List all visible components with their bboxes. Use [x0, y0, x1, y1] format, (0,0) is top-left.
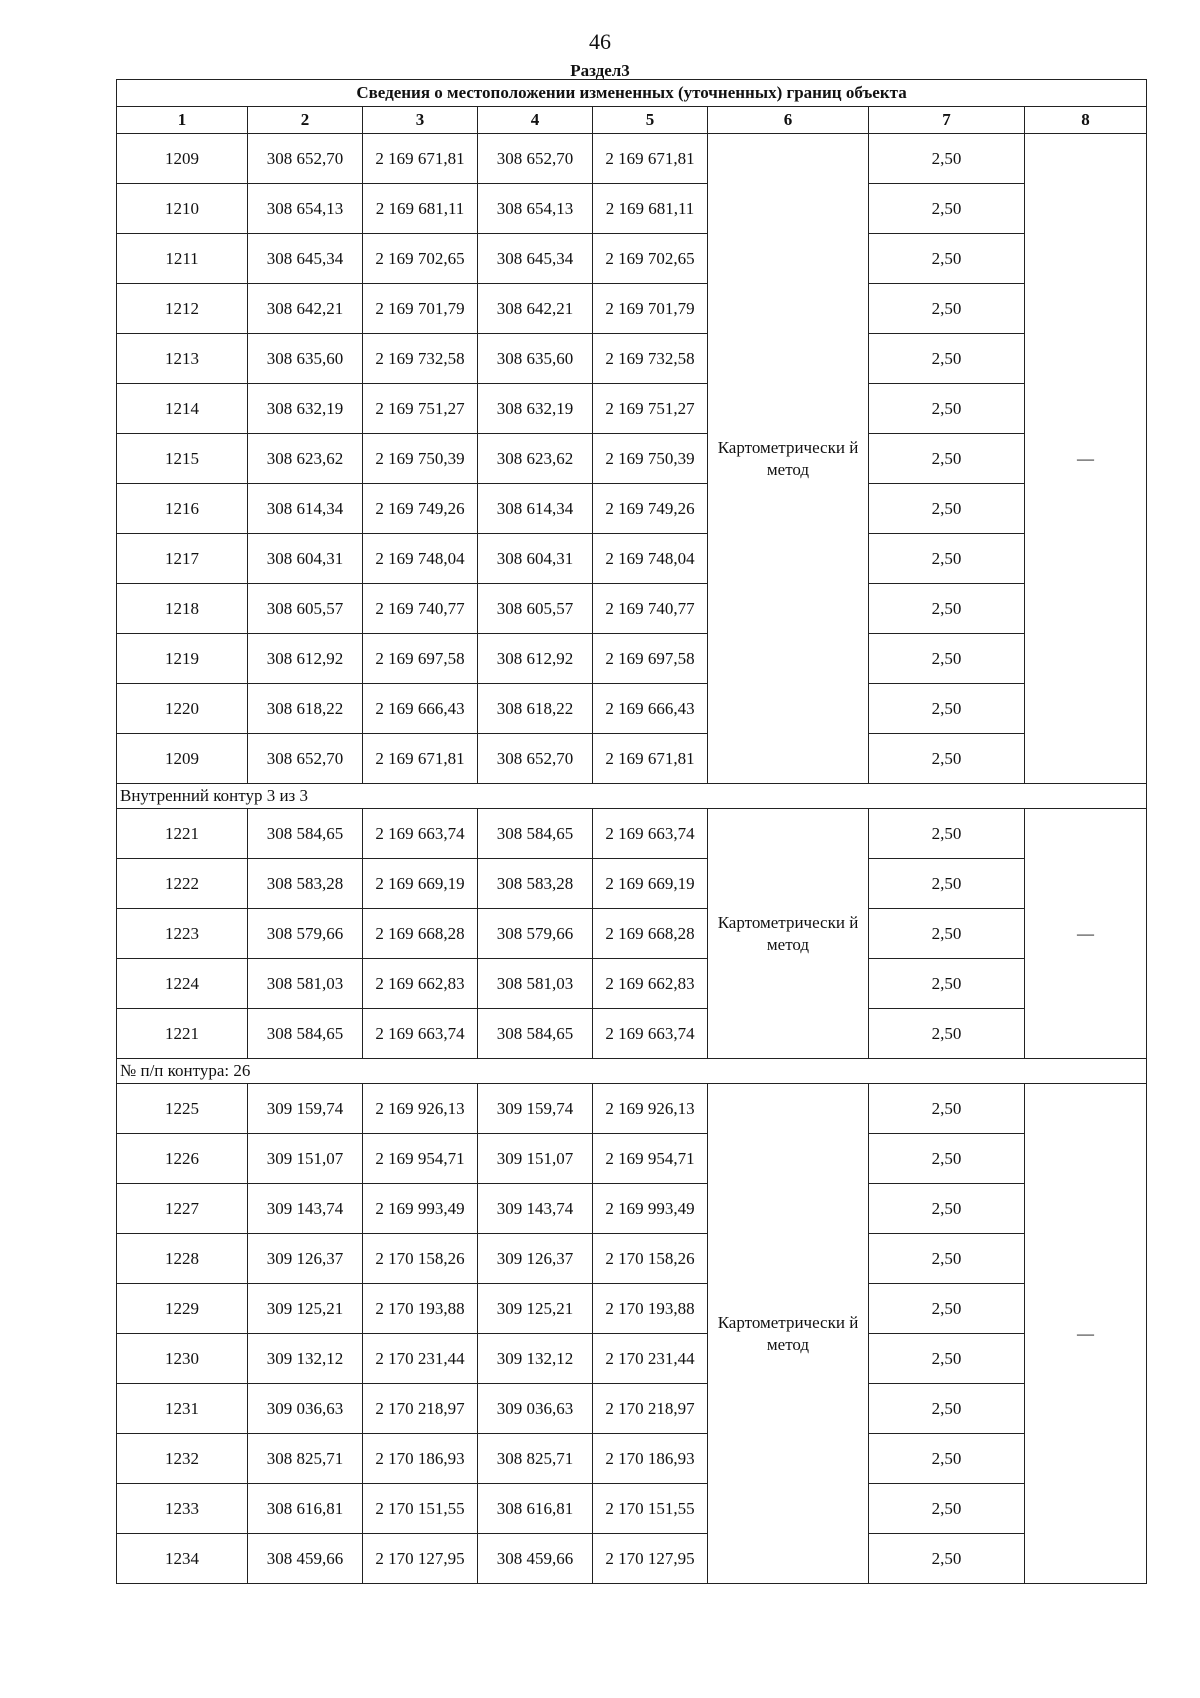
x-new-cell: 308 632,19	[478, 384, 593, 434]
table-row	[117, 1334, 1147, 1384]
x-existing-cell: 308 612,92	[248, 634, 363, 684]
table-row	[117, 1084, 1147, 1134]
column-number-header: 8	[1025, 107, 1147, 134]
x-new-cell: 308 616,81	[478, 1484, 593, 1534]
x-new-cell: 309 151,07	[478, 1134, 593, 1184]
table-row	[117, 1009, 1147, 1059]
y-new-cell: 2 169 663,74	[593, 1009, 708, 1059]
y-existing-cell: 2 169 702,65	[363, 234, 478, 284]
precision-cell: 2,50	[869, 1484, 1025, 1534]
table-row	[117, 284, 1147, 334]
point-number-cell: 1229	[117, 1284, 248, 1334]
x-existing-cell: 308 584,65	[248, 1009, 363, 1059]
x-new-cell: 309 132,12	[478, 1334, 593, 1384]
precision-cell: 2,50	[869, 384, 1025, 434]
section-title: Раздел3	[570, 61, 630, 80]
y-new-cell: 2 169 668,28	[593, 909, 708, 959]
y-existing-cell: 2 170 231,44	[363, 1334, 478, 1384]
point-number-cell: 1222	[117, 859, 248, 909]
precision-cell: 2,50	[869, 634, 1025, 684]
x-existing-cell: 308 654,13	[248, 184, 363, 234]
y-existing-cell: 2 169 749,26	[363, 484, 478, 534]
y-new-cell: 2 169 748,04	[593, 534, 708, 584]
y-existing-cell: 2 169 666,43	[363, 684, 478, 734]
y-new-cell: 2 169 702,65	[593, 234, 708, 284]
table-row	[117, 809, 1147, 859]
x-new-cell: 308 581,03	[478, 959, 593, 1009]
precision-cell: 2,50	[869, 809, 1025, 859]
precision-cell: 2,50	[869, 434, 1025, 484]
y-new-cell: 2 169 671,81	[593, 134, 708, 184]
y-existing-cell: 2 170 127,95	[363, 1534, 478, 1584]
y-existing-cell: 2 169 750,39	[363, 434, 478, 484]
x-new-cell: 309 143,74	[478, 1184, 593, 1234]
y-existing-cell: 2 169 748,04	[363, 534, 478, 584]
point-number-cell: 1226	[117, 1134, 248, 1184]
point-number-cell: 1216	[117, 484, 248, 534]
y-new-cell: 2 170 186,93	[593, 1434, 708, 1484]
table-row	[117, 1384, 1147, 1434]
precision-cell: 2,50	[869, 684, 1025, 734]
x-new-cell: 309 159,74	[478, 1084, 593, 1134]
precision-cell: 2,50	[869, 1084, 1025, 1134]
precision-cell: 2,50	[869, 1234, 1025, 1284]
point-number-cell: 1210	[117, 184, 248, 234]
table-row	[117, 534, 1147, 584]
x-new-cell: 308 605,57	[478, 584, 593, 634]
precision-cell: 2,50	[869, 1134, 1025, 1184]
table-row	[117, 134, 1147, 184]
column-number-header: 3	[363, 107, 478, 134]
point-number-cell: 1219	[117, 634, 248, 684]
point-number-cell: 1220	[117, 684, 248, 734]
y-existing-cell: 2 170 218,97	[363, 1384, 478, 1434]
y-new-cell: 2 169 697,58	[593, 634, 708, 684]
x-existing-cell: 308 581,03	[248, 959, 363, 1009]
x-new-cell: 309 036,63	[478, 1384, 593, 1434]
method-cell: Картометрически й метод	[708, 809, 869, 1059]
point-number-cell: 1209	[117, 134, 248, 184]
x-new-cell: 308 459,66	[478, 1534, 593, 1584]
point-number-cell: 1218	[117, 584, 248, 634]
x-existing-cell: 308 614,34	[248, 484, 363, 534]
contour-label-row	[117, 784, 1147, 809]
point-number-cell: 1224	[117, 959, 248, 1009]
x-existing-cell: 308 604,31	[248, 534, 363, 584]
table-caption: Сведения о местоположении измененных (уточненных) границ объекта	[117, 80, 1147, 107]
note-cell: —	[1025, 1084, 1147, 1584]
precision-cell: 2,50	[869, 284, 1025, 334]
x-new-cell: 308 604,31	[478, 534, 593, 584]
y-new-cell: 2 169 666,43	[593, 684, 708, 734]
x-existing-cell: 309 036,63	[248, 1384, 363, 1434]
y-existing-cell: 2 170 186,93	[363, 1434, 478, 1484]
y-existing-cell: 2 169 993,49	[363, 1184, 478, 1234]
precision-cell: 2,50	[869, 1384, 1025, 1434]
table-row	[117, 1184, 1147, 1234]
point-number-cell: 1233	[117, 1484, 248, 1534]
point-number-cell: 1209	[117, 734, 248, 784]
precision-cell: 2,50	[869, 1184, 1025, 1234]
x-new-cell: 308 614,34	[478, 484, 593, 534]
x-existing-cell: 308 618,22	[248, 684, 363, 734]
point-number-cell: 1221	[117, 809, 248, 859]
y-existing-cell: 2 169 662,83	[363, 959, 478, 1009]
x-existing-cell: 308 623,62	[248, 434, 363, 484]
x-existing-cell: 308 645,34	[248, 234, 363, 284]
table-row	[117, 1484, 1147, 1534]
contour-label-row	[117, 1059, 1147, 1084]
x-existing-cell: 308 584,65	[248, 809, 363, 859]
x-existing-cell: 308 652,70	[248, 734, 363, 784]
x-existing-cell: 308 635,60	[248, 334, 363, 384]
point-number-cell: 1214	[117, 384, 248, 434]
contour-label: Внутренний контур 3 из 3	[117, 784, 1147, 809]
x-new-cell: 308 623,62	[478, 434, 593, 484]
table-row	[117, 684, 1147, 734]
y-new-cell: 2 169 732,58	[593, 334, 708, 384]
x-new-cell: 308 652,70	[478, 134, 593, 184]
table-row	[117, 384, 1147, 434]
precision-cell: 2,50	[869, 1534, 1025, 1584]
point-number-cell: 1228	[117, 1234, 248, 1284]
table-row	[117, 859, 1147, 909]
precision-cell: 2,50	[869, 1434, 1025, 1484]
point-number-cell: 1213	[117, 334, 248, 384]
y-existing-cell: 2 170 193,88	[363, 1284, 478, 1334]
x-new-cell: 309 125,21	[478, 1284, 593, 1334]
precision-cell: 2,50	[869, 534, 1025, 584]
x-existing-cell: 308 579,66	[248, 909, 363, 959]
x-new-cell: 308 584,65	[478, 1009, 593, 1059]
y-new-cell: 2 170 158,26	[593, 1234, 708, 1284]
y-new-cell: 2 170 127,95	[593, 1534, 708, 1584]
column-number-header: 7	[869, 107, 1025, 134]
x-new-cell: 308 579,66	[478, 909, 593, 959]
point-number-cell: 1230	[117, 1334, 248, 1384]
y-new-cell: 2 169 740,77	[593, 584, 708, 634]
y-existing-cell: 2 169 751,27	[363, 384, 478, 434]
table-row	[117, 584, 1147, 634]
y-existing-cell: 2 169 671,81	[363, 134, 478, 184]
y-existing-cell: 2 169 926,13	[363, 1084, 478, 1134]
contour-label: № п/п контура: 26	[117, 1059, 1147, 1084]
point-number-cell: 1227	[117, 1184, 248, 1234]
y-existing-cell: 2 169 954,71	[363, 1134, 478, 1184]
y-existing-cell: 2 169 740,77	[363, 584, 478, 634]
table-row	[117, 1434, 1147, 1484]
y-new-cell: 2 169 681,11	[593, 184, 708, 234]
table-row	[117, 1284, 1147, 1334]
point-number-cell: 1223	[117, 909, 248, 959]
y-existing-cell: 2 169 663,74	[363, 1009, 478, 1059]
x-existing-cell: 309 126,37	[248, 1234, 363, 1284]
table-row	[117, 234, 1147, 284]
x-existing-cell: 309 132,12	[248, 1334, 363, 1384]
y-existing-cell: 2 169 668,28	[363, 909, 478, 959]
y-new-cell: 2 169 751,27	[593, 384, 708, 434]
point-number-cell: 1234	[117, 1534, 248, 1584]
table-row	[117, 1134, 1147, 1184]
y-existing-cell: 2 169 732,58	[363, 334, 478, 384]
x-new-cell: 308 825,71	[478, 1434, 593, 1484]
x-existing-cell: 308 605,57	[248, 584, 363, 634]
y-new-cell: 2 169 701,79	[593, 284, 708, 334]
x-existing-cell: 308 825,71	[248, 1434, 363, 1484]
x-new-cell: 308 584,65	[478, 809, 593, 859]
x-existing-cell: 308 642,21	[248, 284, 363, 334]
y-new-cell: 2 169 993,49	[593, 1184, 708, 1234]
x-existing-cell: 309 151,07	[248, 1134, 363, 1184]
x-existing-cell: 309 143,74	[248, 1184, 363, 1234]
table-row	[117, 1534, 1147, 1584]
y-new-cell: 2 169 662,83	[593, 959, 708, 1009]
precision-cell: 2,50	[869, 734, 1025, 784]
table-row	[117, 734, 1147, 784]
x-existing-cell: 308 616,81	[248, 1484, 363, 1534]
x-new-cell: 308 654,13	[478, 184, 593, 234]
x-new-cell: 308 645,34	[478, 234, 593, 284]
y-new-cell: 2 170 231,44	[593, 1334, 708, 1384]
column-number-header: 5	[593, 107, 708, 134]
y-new-cell: 2 169 926,13	[593, 1084, 708, 1134]
precision-cell: 2,50	[869, 134, 1025, 184]
precision-cell: 2,50	[869, 334, 1025, 384]
x-new-cell: 309 126,37	[478, 1234, 593, 1284]
table-row	[117, 184, 1147, 234]
precision-cell: 2,50	[869, 1284, 1025, 1334]
table-row	[117, 334, 1147, 384]
x-existing-cell: 309 125,21	[248, 1284, 363, 1334]
table-row	[117, 909, 1147, 959]
y-new-cell: 2 169 749,26	[593, 484, 708, 534]
point-number-cell: 1217	[117, 534, 248, 584]
column-number-header: 2	[248, 107, 363, 134]
x-existing-cell: 309 159,74	[248, 1084, 363, 1134]
y-existing-cell: 2 169 701,79	[363, 284, 478, 334]
y-new-cell: 2 169 954,71	[593, 1134, 708, 1184]
precision-cell: 2,50	[869, 859, 1025, 909]
x-new-cell: 308 635,60	[478, 334, 593, 384]
precision-cell: 2,50	[869, 184, 1025, 234]
x-new-cell: 308 652,70	[478, 734, 593, 784]
point-number-cell: 1212	[117, 284, 248, 334]
x-new-cell: 308 612,92	[478, 634, 593, 684]
y-new-cell: 2 169 750,39	[593, 434, 708, 484]
x-new-cell: 308 642,21	[478, 284, 593, 334]
table-row	[117, 634, 1147, 684]
y-new-cell: 2 169 669,19	[593, 859, 708, 909]
x-existing-cell: 308 652,70	[248, 134, 363, 184]
method-cell: Картометрически й метод	[708, 134, 869, 784]
y-new-cell: 2 169 663,74	[593, 809, 708, 859]
y-existing-cell: 2 169 697,58	[363, 634, 478, 684]
y-new-cell: 2 169 671,81	[593, 734, 708, 784]
y-existing-cell: 2 169 669,19	[363, 859, 478, 909]
precision-cell: 2,50	[869, 584, 1025, 634]
table-row	[117, 484, 1147, 534]
y-existing-cell: 2 170 158,26	[363, 1234, 478, 1284]
y-existing-cell: 2 170 151,55	[363, 1484, 478, 1534]
precision-cell: 2,50	[869, 1009, 1025, 1059]
column-number-header: 1	[117, 107, 248, 134]
column-number-header: 4	[478, 107, 593, 134]
point-number-cell: 1225	[117, 1084, 248, 1134]
point-number-cell: 1215	[117, 434, 248, 484]
table-body	[117, 134, 1147, 1584]
boundary-coordinates-table	[116, 79, 1147, 1584]
point-number-cell: 1211	[117, 234, 248, 284]
y-new-cell: 2 170 218,97	[593, 1384, 708, 1434]
y-existing-cell: 2 169 663,74	[363, 809, 478, 859]
x-new-cell: 308 583,28	[478, 859, 593, 909]
note-cell: —	[1025, 134, 1147, 784]
method-cell: Картометрически й метод	[708, 1084, 869, 1584]
x-existing-cell: 308 583,28	[248, 859, 363, 909]
x-existing-cell: 308 459,66	[248, 1534, 363, 1584]
table-row	[117, 959, 1147, 1009]
y-new-cell: 2 170 151,55	[593, 1484, 708, 1534]
y-new-cell: 2 170 193,88	[593, 1284, 708, 1334]
page-number: 46	[589, 29, 611, 54]
precision-cell: 2,50	[869, 234, 1025, 284]
point-number-cell: 1232	[117, 1434, 248, 1484]
column-number-row	[117, 107, 1147, 134]
y-existing-cell: 2 169 671,81	[363, 734, 478, 784]
x-existing-cell: 308 632,19	[248, 384, 363, 434]
precision-cell: 2,50	[869, 1334, 1025, 1384]
point-number-cell: 1231	[117, 1384, 248, 1434]
precision-cell: 2,50	[869, 959, 1025, 1009]
x-new-cell: 308 618,22	[478, 684, 593, 734]
column-number-header: 6	[708, 107, 869, 134]
note-cell: —	[1025, 809, 1147, 1059]
point-number-cell: 1221	[117, 1009, 248, 1059]
table-row	[117, 434, 1147, 484]
y-existing-cell: 2 169 681,11	[363, 184, 478, 234]
table-row	[117, 1234, 1147, 1284]
precision-cell: 2,50	[869, 484, 1025, 534]
precision-cell: 2,50	[869, 909, 1025, 959]
